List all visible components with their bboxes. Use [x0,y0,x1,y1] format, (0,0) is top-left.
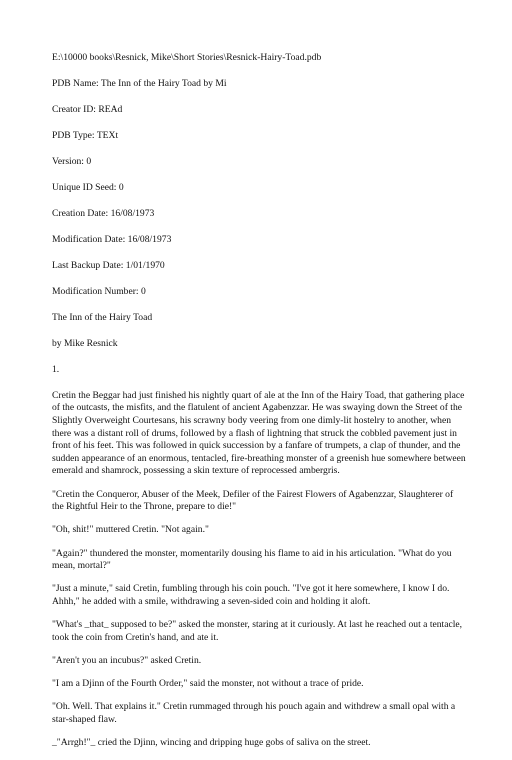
modification-date: Modification Date: 16/08/1973 [52,233,172,245]
story-title: The Inn of the Hairy Toad [52,311,153,323]
story-byline: by Mike Resnick [52,337,118,349]
last-backup-date: Last Backup Date: 1/01/1970 [52,259,165,271]
creator-id: Creator ID: REAd [52,103,123,115]
document-page [52,52,467,760]
paragraph: "I am a Djinn of the Fourth Order," said the monster, not without a trace of pride. [52,678,364,690]
unique-id-seed: Unique ID Seed: 0 [52,181,124,193]
pdb-name: PDB Name: The Inn of the Hairy Toad by Mi [52,77,227,89]
modification-number: Modification Number: 0 [52,285,146,297]
paragraph: "Again?" thundered the monster, momentarily dousing his flame to aid in his articulation. "What do you mean, mortal?" [52,547,452,572]
creation-date: Creation Date: 16/08/1973 [52,207,155,219]
paragraph: "Oh. Well. That explains it." Cretin rummaged through his pouch again and withdrew a small opal with a star-shaped flaw. [52,701,456,725]
paragraph: Cretin the Beggar had just finished his nightly quart of ale at the Inn of the Hairy Toad, that gathering place of the outcasts, the misfits, and the flatulent of ancient Agabenzzar. He was swaying down the Street of the Slightly Overweight Courtesans, his scrawny body veering from one dimly-lit hostelry to another, when there was a distant roll of drums, followed by a flash of lightning that struck the cobbled pavement just in front of his feet. This was followed in quick succession by a fanfare of trumpets, a clap of thunder, and the sudden appearance of an enormous, tentacled, fire-breathing monster of a greenish hue somewhere between emerald and shamrock, possessing a skin texture of reprocessed ambergris. [52,389,466,477]
paragraph: "What's _that_ supposed to be?" asked the monster, staring at it curiously. At last he reached out a tentacle, took the coin from Cretin's hand, and ate it. [52,619,463,643]
paragraph: "Cretin the Conqueror, Abuser of the Meek, Defiler of the Fairest Flowers of Agabenzzar, Slaughterer of the Rightful Heir to the Throne, prepare to die!" [52,488,454,513]
paragraph: "Oh, shit!" muttered Cretin. "Not again." [52,524,209,536]
pdb-type: PDB Type: TEXt [52,129,119,141]
paragraph: "Just a minute," said Cretin, fumbling through his coin pouch. "I've got it here somewhere, I know I do. Ahhh," he added with a smile, withdrawing a seven-sided coin and holding it aloft. [52,583,450,607]
section-number: 1. [52,363,60,375]
version: Version: 0 [52,155,92,167]
file-path: E:\10000 books\Resnick, Mike\Short Stories\Resnick-Hairy-Toad.pdb [52,52,322,63]
paragraph: _"Arrgh!"_ cried the Djinn, wincing and dripping huge gobs of saliva on the street. [52,737,371,749]
paragraph: "Aren't you an incubus?" asked Cretin. [52,654,202,666]
